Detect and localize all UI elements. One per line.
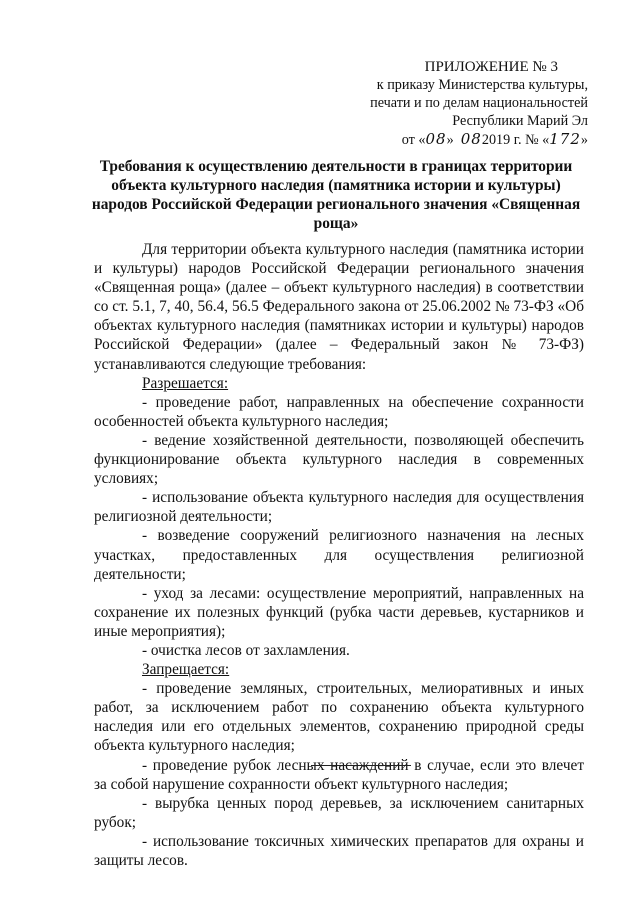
end-divider <box>311 765 411 766</box>
allowed-item: - очистка лесов от захламления. <box>142 641 350 659</box>
order-line-2: печати и по делам национальностей <box>370 95 588 111</box>
appendix-number: ПРИЛОЖЕНИЕ № 3 <box>424 59 558 75</box>
order-line-3: Республики Марий Эл <box>452 113 588 129</box>
allowed-item: - проведение работ, направленных на обеспечение сохранности особенностей объекта культурного наследия; <box>94 393 584 430</box>
handwritten-day: 08 <box>425 130 447 148</box>
handwritten-number: 172 <box>549 130 581 148</box>
allowed-item: - использование объекта культурного наследия для осуществления религиозной деятельности; <box>94 489 584 526</box>
forbidden-heading: Запрещается: <box>142 661 230 679</box>
handwritten-month: 08 <box>460 130 482 148</box>
forbidden-item: - проведение земляных, строительных, мелиоративных и иных работ, за исключением работ по сохранению объекта культурного наследия или его отдельных элементов, сохранению природной среды объекта культурного наследия; <box>94 680 584 755</box>
document-title: Требования к осуществлению деятельности в границах территории объекта культурного наследия (памятника истории и культуры) народов Российской Федерации регионального значения «Священная роща» <box>91 158 581 232</box>
appendix-header <box>328 58 588 149</box>
date-prefix: от « <box>401 132 426 148</box>
date-year: 2019 г. № « <box>481 132 550 148</box>
order-date-line <box>328 130 588 149</box>
intro-paragraph: Для территории объекта культурного наследия (памятника истории и культуры) народов Российской Федерации регионального значения «Священная роща» (далее – объект культурного наследия) в соответствии со ст. 5.1, 7, 40, 56.4, 56.5 Федерального закона от 25.06.2002 № 73-ФЗ «Об объектах культурного наследия (памятниках истории и культуры) народов Российской Федерации» (далее – Федеральный закон № 73-ФЗ) устанавливаются следующие требования: <box>94 241 584 373</box>
forbidden-item: - проведение рубок лесных насаждений в случае, если это влечет за собой нарушение сохранности объект культурного наследия; <box>94 756 584 793</box>
allowed-item: - уход за лесами: осуществление мероприятий, направленных на сохранение их полезных функций (рубка части деревьев, кустарников и иные мероприятия); <box>94 584 584 640</box>
date-suffix: » <box>580 132 588 148</box>
forbidden-item: - вырубка ценных пород деревьев, за исключением санитарных рубок; <box>94 794 584 831</box>
order-line-1: к приказу Министерства культуры, <box>376 77 588 93</box>
document-body <box>94 240 584 870</box>
allowed-item: - ведение хозяйственной деятельности, позволяющей обеспечить функционирование объекта культурного наследия в современных условиях; <box>94 431 584 488</box>
allowed-item: - возведение сооружений религиозного назначения на лесных участках, предоставленных для осуществления религиозной деятельности; <box>94 527 584 583</box>
forbidden-item: - использование токсичных химических препаратов для охраны и защиты лесов. <box>94 832 584 869</box>
allowed-heading: Разрешается: <box>142 374 229 392</box>
date-mid: » <box>446 132 454 148</box>
